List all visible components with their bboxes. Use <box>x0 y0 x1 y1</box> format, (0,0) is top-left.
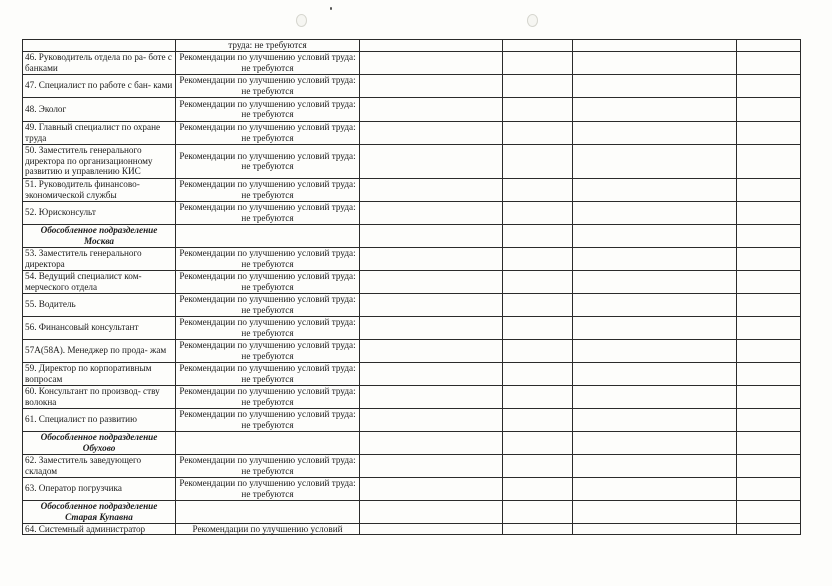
position-cell: 50. Заместитель генерального директора по организационному развитию и управлению КИС <box>23 144 176 178</box>
position-cell: 57А(58А). Менеджер по прода- жам <box>23 339 176 362</box>
empty-cell <box>360 121 503 144</box>
empty-cell <box>503 431 573 454</box>
empty-cell <box>737 316 801 339</box>
empty-cell <box>503 144 573 178</box>
recommendation-cell: Рекомендации по улучшению условий труда: не требуются <box>176 144 360 178</box>
empty-cell <box>503 293 573 316</box>
empty-cell <box>573 121 737 144</box>
punch-hole-right <box>527 14 538 27</box>
empty-cell <box>503 178 573 201</box>
empty-cell <box>503 51 573 74</box>
recommendation-cell: Рекомендации по улучшению условий труда: не требуются <box>176 121 360 144</box>
position-cell: 51. Руководитель финансово- экономической службы <box>23 178 176 201</box>
table-row <box>23 74 801 97</box>
table-row <box>23 270 801 293</box>
empty-cell <box>737 454 801 477</box>
recommendation-cell: Рекомендации по улучшению условий труда: не требуются <box>176 178 360 201</box>
empty-cell <box>360 144 503 178</box>
empty-cell <box>360 247 503 270</box>
position-cell: 49. Главный специалист по охране труда <box>23 121 176 144</box>
empty-cell <box>737 144 801 178</box>
recommendation-cell: Рекомендации по улучшению условий труда: не требуются <box>176 362 360 385</box>
empty-cell <box>360 51 503 74</box>
empty-cell <box>503 500 573 523</box>
recommendation-cell: Рекомендации по улучшению условий труда: не требуются <box>176 74 360 97</box>
empty-cell <box>573 144 737 178</box>
position-cell: 47. Специалист по работе с бан- ками <box>23 74 176 97</box>
empty-cell <box>360 523 503 535</box>
recommendation-cell: Рекомендации по улучшению условий труда: не требуются <box>176 408 360 431</box>
empty-cell <box>737 431 801 454</box>
table-row <box>23 97 801 121</box>
empty-cell <box>573 40 737 52</box>
empty-cell <box>503 74 573 97</box>
empty-cell <box>503 247 573 270</box>
position-cell: 54. Ведущий специалист ком- мерческого отдела <box>23 270 176 293</box>
position-cell: 63. Оператор погрузчика <box>23 477 176 500</box>
empty-cell <box>360 362 503 385</box>
empty-cell <box>503 454 573 477</box>
empty-cell <box>573 247 737 270</box>
empty-cell <box>360 316 503 339</box>
empty-cell <box>360 224 503 247</box>
empty-cell <box>360 40 503 52</box>
empty-cell <box>360 431 503 454</box>
position-cell: 60. Консультант по производ- ству волокна <box>23 385 176 408</box>
empty-cell <box>360 477 503 500</box>
recommendation-cell: Рекомендации по улучшению условий труда: не требуются <box>176 270 360 293</box>
section-title-cell: Обособленное подразделение Обухово <box>23 431 176 454</box>
empty-cell <box>573 270 737 293</box>
empty-cell <box>503 97 573 121</box>
table-row <box>23 385 801 408</box>
table-row <box>23 144 801 178</box>
empty-cell <box>503 40 573 52</box>
empty-cell <box>360 408 503 431</box>
recommendation-cell: Рекомендации по улучшению условий труда: не требуются <box>176 293 360 316</box>
empty-cell <box>360 500 503 523</box>
paper-speck <box>330 7 332 10</box>
position-cell: 56. Финансовый консультант <box>23 316 176 339</box>
section-row <box>23 500 801 523</box>
table-row <box>23 121 801 144</box>
empty-cell <box>503 408 573 431</box>
empty-cell <box>503 224 573 247</box>
recommendation-cell: Рекомендации по улучшению условий труда: не требуются <box>176 316 360 339</box>
position-cell: 48. Эколог <box>23 97 176 121</box>
empty-cell <box>360 178 503 201</box>
empty-cell <box>573 408 737 431</box>
empty-cell <box>573 97 737 121</box>
table-row <box>23 293 801 316</box>
position-cell: 46. Руководитель отдела по ра- боте с банками <box>23 51 176 74</box>
empty-cell <box>737 362 801 385</box>
recommendation-cell: Рекомендации по улучшению условий труда: не требуются <box>176 247 360 270</box>
empty-cell <box>737 178 801 201</box>
recommendation-cell: труда: не требуются <box>176 40 360 52</box>
empty-cell <box>573 316 737 339</box>
empty-cell <box>573 362 737 385</box>
table-row <box>23 454 801 477</box>
position-cell: 55. Водитель <box>23 293 176 316</box>
recommendation-cell: Рекомендации по улучшению условий труда: не требуются <box>176 201 360 224</box>
empty-cell <box>573 178 737 201</box>
recommendation-cell: Рекомендации по улучшению условий труда: не требуются <box>176 477 360 500</box>
table-row <box>23 523 801 535</box>
empty-cell <box>573 339 737 362</box>
position-cell: 52. Юрисконсульт <box>23 201 176 224</box>
empty-cell <box>737 121 801 144</box>
position-cell: 61. Специалист по развитию <box>23 408 176 431</box>
table-row <box>23 178 801 201</box>
table-row <box>23 247 801 270</box>
empty-cell <box>503 339 573 362</box>
empty-cell <box>573 51 737 74</box>
table-row <box>23 316 801 339</box>
empty-cell <box>737 477 801 500</box>
empty-cell <box>737 339 801 362</box>
recommendation-cell: Рекомендации по улучшению условий труда: не требуются <box>176 97 360 121</box>
empty-cell <box>503 121 573 144</box>
position-cell: 64. Системный администратор <box>23 523 176 535</box>
table-row <box>23 40 801 52</box>
recommendation-cell: Рекомендации по улучшению условий труда: не требуются <box>176 454 360 477</box>
recommendation-cell: Рекомендации по улучшению условий труда: не требуются <box>176 385 360 408</box>
empty-cell <box>503 385 573 408</box>
empty-cell <box>737 293 801 316</box>
empty-cell <box>503 477 573 500</box>
empty-cell <box>737 74 801 97</box>
punch-hole-left <box>296 14 307 27</box>
position-cell: 59. Директор по корпоративным вопросам <box>23 362 176 385</box>
position-cell <box>23 40 176 52</box>
recommendation-cell: Рекомендации по улучшению условий труда: не требуются <box>176 339 360 362</box>
empty-cell <box>573 385 737 408</box>
empty-cell <box>737 408 801 431</box>
empty-cell <box>360 270 503 293</box>
recommendation-cell: Рекомендации по улучшению условий труда: не требуются <box>176 51 360 74</box>
empty-cell <box>737 247 801 270</box>
empty-cell <box>737 523 801 535</box>
empty-cell <box>737 224 801 247</box>
empty-cell <box>360 97 503 121</box>
section-row <box>23 431 801 454</box>
empty-cell <box>573 454 737 477</box>
empty-cell <box>503 362 573 385</box>
table-row <box>23 201 801 224</box>
table-row <box>23 51 801 74</box>
empty-cell <box>573 523 737 535</box>
empty-cell <box>737 201 801 224</box>
empty-cell <box>737 500 801 523</box>
empty-cell <box>503 523 573 535</box>
empty-cell <box>360 339 503 362</box>
table-body <box>23 40 801 535</box>
table-row <box>23 477 801 500</box>
empty-cell <box>573 201 737 224</box>
empty-cell <box>573 431 737 454</box>
section-row <box>23 224 801 247</box>
empty-cell <box>737 40 801 52</box>
empty-cell <box>737 97 801 121</box>
empty-cell <box>360 293 503 316</box>
recommendation-cell: Рекомендации по улучшению условий <box>176 523 360 535</box>
empty-cell <box>573 74 737 97</box>
empty-cell <box>573 224 737 247</box>
empty-cell <box>573 500 737 523</box>
table-row <box>23 408 801 431</box>
empty-cell <box>360 385 503 408</box>
recommendation-cell <box>176 224 360 247</box>
table-row <box>23 339 801 362</box>
empty-cell <box>503 316 573 339</box>
table-row <box>23 362 801 385</box>
empty-cell <box>573 293 737 316</box>
empty-cell <box>360 454 503 477</box>
empty-cell <box>360 74 503 97</box>
empty-cell <box>503 270 573 293</box>
position-cell: 53. Заместитель генерального директора <box>23 247 176 270</box>
section-title-cell: Обособленное подразделение Москва <box>23 224 176 247</box>
empty-cell <box>737 51 801 74</box>
recommendation-cell <box>176 500 360 523</box>
empty-cell <box>737 385 801 408</box>
results-table <box>22 39 801 535</box>
position-cell: 62. Заместитель заведующего складом <box>23 454 176 477</box>
empty-cell <box>503 201 573 224</box>
empty-cell <box>573 477 737 500</box>
empty-cell <box>360 201 503 224</box>
section-title-cell: Обособленное подразделение Старая Купавна <box>23 500 176 523</box>
recommendation-cell <box>176 431 360 454</box>
empty-cell <box>737 270 801 293</box>
